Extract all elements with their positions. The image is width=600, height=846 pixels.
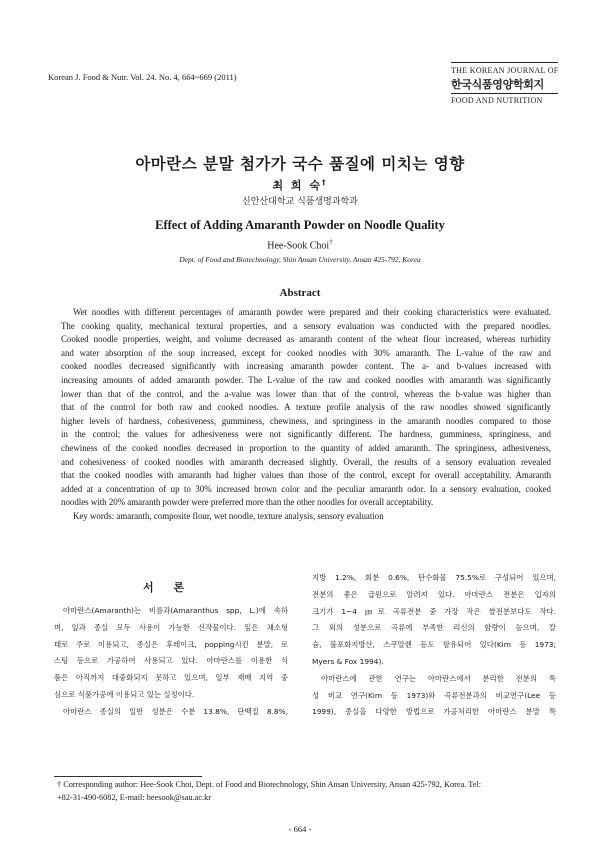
journal-name-ko: 한국식품영양학회지 xyxy=(451,78,544,91)
abstract-line: Wet noodles with different percentages of amaranth powder were prepared and their cooking characteristics were evaluated. xyxy=(73,307,551,317)
journal-masthead xyxy=(451,62,558,105)
title-english: Effect of Adding Amaranth Powder on Noodle Quality xyxy=(155,218,445,232)
abstract-line: Cooked noodle properties, weight, and volume decreased as amaranth content of the wheat flour increased, whereas turbidity xyxy=(61,334,551,345)
abstract-body xyxy=(61,306,551,524)
body-line: Myers & Fox 1994). xyxy=(312,656,384,666)
body-line: 지방 1.2%, 회분 0.6%, 탄수화물 75.5%로 구성되어 있으며, xyxy=(312,573,556,582)
footnote-divider xyxy=(54,776,202,777)
journal-name-en-top: THE KOREAN JOURNAL OF xyxy=(451,66,559,75)
abstract-line: and water absorption of the soup increased, except for cooked noodles with 30% amaranth. The L-value of the raw and xyxy=(61,347,551,358)
title-korean: 아마란스 분말 첨가가 국수 품질에 미치는 영향 xyxy=(135,155,465,173)
journal-name-en-bottom: FOOD AND NUTRITION xyxy=(451,93,558,105)
body-line: 아마란스에 관한 연구는 아마란스에서 분리한 전분의 특 xyxy=(321,673,556,683)
body-line: 스팅 등으로 가공하여 사용되고 있다. 아마란스를 이용한 식 xyxy=(54,656,288,666)
abstract-line: that the cooked noodles with amaranth had higher values than those of the control, except for overall acceptability. Amaranth xyxy=(61,470,551,481)
footnote-line: +82-31-490-6082, E-mail: heesook@sau.ac.kr xyxy=(57,792,212,802)
section-heading-introduction: 서 론 xyxy=(143,581,193,594)
body-column-left xyxy=(54,603,288,721)
abstract-line: increasing amounts of added amaranth powder. The L-value of the raw and cooked noodles with amaranth was significantly xyxy=(61,374,551,385)
abstract-line: in the control; the values for adhesiveness were not significantly different. The hardness, gumminess, springiness, and xyxy=(61,429,551,440)
footnote-line: † Corresponding author: Hee-Sook Choi, Dept. of Food and Biotechnology, Shin Ansan University, Ansan 425-792, Korea. Tel: xyxy=(57,780,482,789)
page-number: - 664 - xyxy=(288,824,312,834)
body-line: 전분의 좋은 급원으로 알려져 있다. 아마란스 전분은 입자의 xyxy=(312,589,556,599)
keywords: Key words: amaranth, composite flour, wet noodle, texture analysis, sensory evaluation xyxy=(73,510,384,521)
body-line: 태로 주로 이용되고, 종실은 후레이크, popping시킨 분말, 로 xyxy=(54,639,288,649)
author-english xyxy=(0,238,600,251)
author-dagger-en: † xyxy=(329,238,333,246)
abstract-line: cooked noodles decreased significantly with increasing amaranth powder content. The a- and b-values increased with xyxy=(61,361,551,372)
author-korean-name: 최 희 숙 xyxy=(272,179,323,192)
author-korean xyxy=(0,177,600,193)
affiliation-english: Dept. of Food and Biotechnology, Shin Ansan University, Ansan 425-792, Korea xyxy=(179,255,421,264)
abstract-line: that of the control for both raw and cooked noodles. A texture profile analysis of the raw noodles showed significantly xyxy=(61,402,551,413)
body-column-right xyxy=(312,570,556,721)
abstract-line: added at a concentration of up to 30% increased brown color and the peculiar amaranth odor. In a sensory evaluation, cooked xyxy=(61,483,551,494)
footnote xyxy=(57,779,557,804)
body-line: 성 비교 연구(Kim 등 1973)와 곡류전분과의 비교연구(Lee 등 xyxy=(312,690,556,700)
author-dagger-ko: † xyxy=(322,178,328,187)
body-line: 품은 아직까지 대중화되지 못하고 있으며, 일부 재배 지역 중 xyxy=(54,673,288,683)
abstract-line: lower than that of the control, and the a-value was lower than that of the control, whereas the b-value was higher than xyxy=(61,388,551,399)
abstract-line: noodles with 20% amaranth powder were preferred more than the other noodles for overall acceptability. xyxy=(61,497,434,508)
abstract-heading: Abstract xyxy=(279,287,321,299)
abstract-line: higher levels of hardness, cohesiveness, gumminess, chewiness, and springiness in the amaranth noodles compared to those xyxy=(61,415,551,426)
journal-citation: Korean J. Food & Nutr. Vol. 24. No. 4, 664~669 (2011) xyxy=(48,72,237,82)
abstract-line: and cohesiveness of cooked noodles with amaranth decreased slightly. Overall, the results of a sensory evaluation revealed xyxy=(61,456,551,467)
body-line: 며, 잎과 종실 모두 사용이 가능한 신작물이다. 잎은 채소형 xyxy=(54,622,288,632)
body-line: 아마란스(Amaranth)는 비름과(Amaranthus spp, L.)에 속하 xyxy=(63,606,288,615)
body-line: 아마란스 종실의 일반 성분은 수분 13.8%, 단백질 8.8%, xyxy=(63,706,288,716)
author-english-name: Hee-Sook Choi xyxy=(267,240,330,252)
affiliation-korean: 신안산대학교 식품생명과학과 xyxy=(242,197,358,207)
abstract-line: chewiness of the cooked noodles decreased in proportion to the quantity of added amaranth. The springiness, adhesiveness, xyxy=(61,442,551,453)
masthead-rule xyxy=(451,62,558,63)
body-line: 그 외의 성분으로 곡류에 부족한 리신의 함량이 높으며, 칼 xyxy=(312,623,556,633)
body-line: 슘, 불포화지방산, 스쿠알렌 등도 함유되어 있다(Kim 등 1973; xyxy=(312,640,556,650)
abstract-line: The cooking quality, mechanical textural properties, and a sensory evaluation was conducted with the prepared noodles. xyxy=(61,320,551,331)
body-line: 1999), 종실을 다양한 방법으로 가공처리한 아마란스 분말 특 xyxy=(312,707,556,717)
body-line: 심으로 식품가공에 이용되고 있는 실정이다. xyxy=(54,689,195,699)
body-line: 크기가 1~4 ㎛로 곡류전분 중 가장 작은 쌀전분보다도 작다. xyxy=(312,606,556,616)
